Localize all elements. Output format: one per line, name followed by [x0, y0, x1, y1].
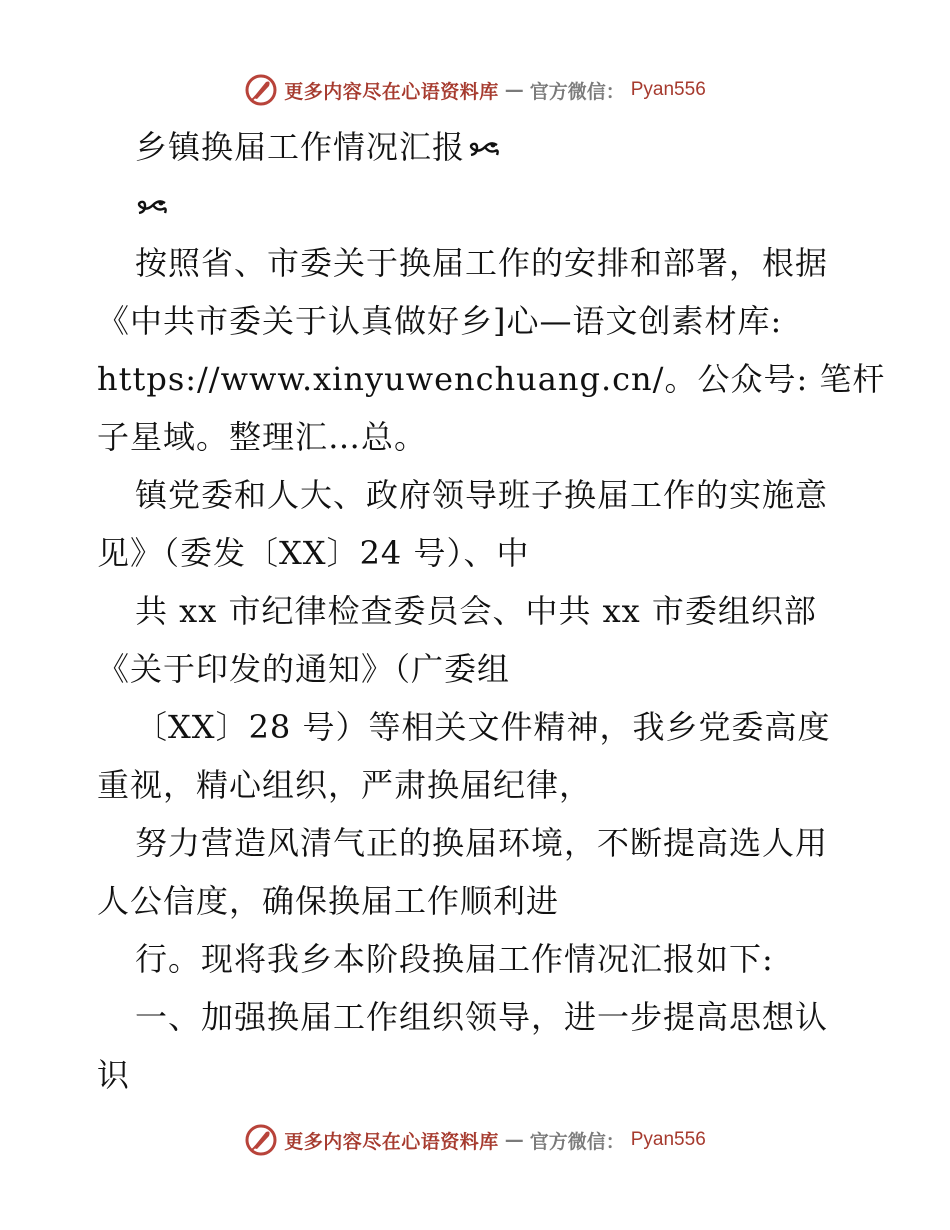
paragraph-line: 人公信度，确保换届工作顺利进	[97, 882, 560, 920]
document-title: 乡镇换届工作情况汇报	[97, 118, 857, 176]
banner-library-text: 更多内容尽在心语资料库	[284, 1130, 499, 1153]
banner-library-text: 更多内容尽在心语资料库	[284, 80, 499, 103]
paragraph-line: 按照省、市委关于换届工作的安排和部署，根据	[135, 244, 829, 282]
banner-wechat-label: 官方微信：	[529, 1130, 625, 1153]
paragraph-line-url: https://www.xinyuwenchuang.cn/。公众号: 笔杆	[97, 360, 886, 398]
paragraph-line: 行。现将我乡本阶段换届工作情况汇报如下:	[135, 940, 774, 978]
paragraph-line: 重视，精心组织，严肃换届纪律，	[97, 766, 593, 804]
header-watermark-banner	[0, 70, 950, 110]
paragraph-line: 见》（委发〔XX〕24 号）、中	[97, 534, 530, 572]
paragraph-line: 《关于印发的通知》（广委组	[97, 650, 511, 688]
banner-wechat-label: 官方微信：	[529, 80, 625, 103]
paragraph-line: 努力营造风清气正的换届环境，不断提高选人用	[135, 824, 829, 862]
flourish-icon	[467, 139, 501, 161]
flourish-icon	[135, 197, 169, 219]
paragraph-line: 〔XX〕28 号）等相关文件精神，我乡党委高度	[135, 708, 831, 746]
banner-separator: —	[504, 1129, 524, 1151]
flourish-line	[97, 176, 857, 234]
paragraph-line: 共 xx 市纪律检查委员会、中共 xx 市委组织部	[135, 592, 817, 630]
paragraph-line: 镇党委和人大、政府领导班子换届工作的实施意	[135, 476, 829, 514]
quill-logo-icon	[244, 1123, 278, 1157]
section-heading: 一、加强换届工作组织领导，进一步提高思想认	[135, 998, 829, 1036]
document-body	[97, 118, 886, 1104]
banner-wechat-id: Pyan556	[630, 1129, 706, 1150]
footer-watermark-banner	[0, 1120, 950, 1160]
banner-separator: —	[504, 79, 524, 101]
paragraph-line: 子星域。整理汇…总。	[97, 418, 428, 456]
banner-wechat-id: Pyan556	[630, 79, 706, 100]
paragraph-line: 识	[97, 1056, 131, 1094]
quill-logo-icon	[244, 73, 278, 107]
paragraph-line: 《中共市委关于认真做好乡]心—语文创素材库:	[97, 302, 783, 340]
